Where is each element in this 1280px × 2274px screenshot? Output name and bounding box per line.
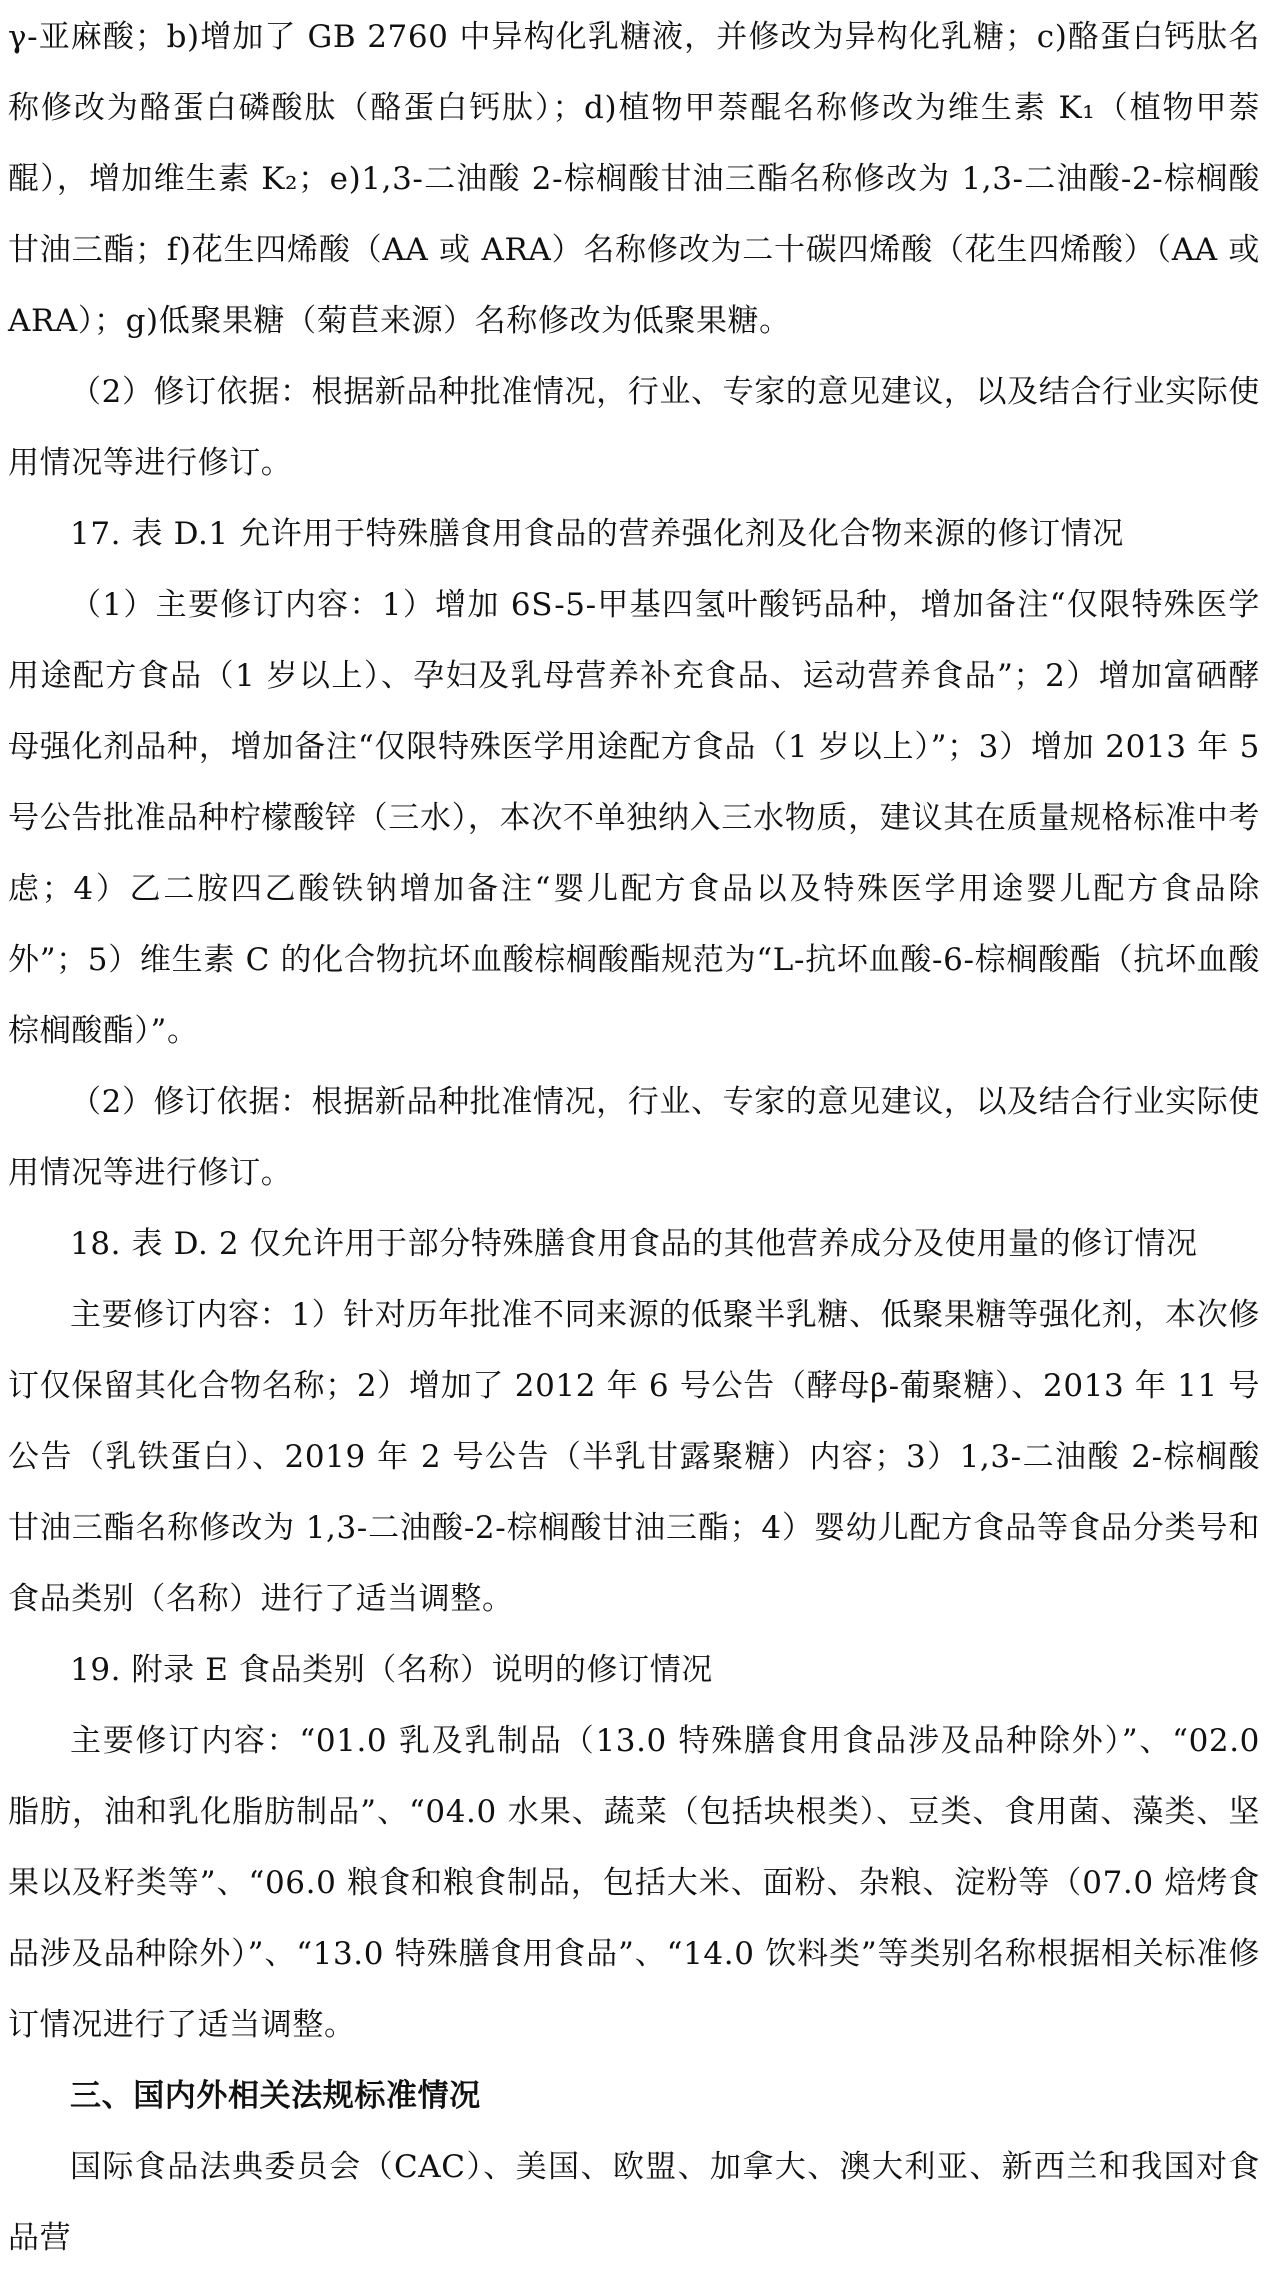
- section-heading-3: 三、国内外相关法规标准情况: [70, 2078, 481, 2114]
- paragraph-main-revisions-19: 主要修订内容：“01.0 乳及乳制品（13.0 特殊膳食用食品涉及品种除外）”、“02.0 脂肪，油和乳化脂肪制品”、“04.0 水果、蔬菜（包括块根类）、豆类、食用菌、藻类、坚果以及籽类等”、“06.0 粮食和粮食制品，包括大米、面粉、杂粮、淀粉等（07.0 焙烤食品涉及品种除外）”、“13.0 特殊膳食用食品”、“14.0 饮料类”等类别名称根据相关标准修订情况进行了适当调整。: [8, 1723, 1260, 2043]
- paragraph-main-revisions-17: （1）主要修订内容：1）增加 6S-5-甲基四氢叶酸钙品种，增加备注“仅限特殊医学用途配方食品（1 岁以上）、孕妇及乳母营养补充食品、运动营养食品”；2）增加富硒酵母强化剂品种，增加备注“仅限特殊医学用途配方食品（1 岁以上）”；3）增加 2013 年 5 号公告批准品种柠檬酸锌（三水），本次不单独纳入三水物质，建议其在质量规格标准中考虑；4）乙二胺四乙酸铁钠增加备注“婴儿配方食品以及特殊医学用途婴儿配方食品除外”；5）维生素 C 的化合物抗坏血酸棕榈酸酯规范为“L-抗坏血酸-6-棕榈酸酯（抗坏血酸棕榈酸酯）”。: [8, 587, 1260, 1049]
- heading-item-19: 19. 附录 E 食品类别（名称）说明的修订情况: [70, 1652, 713, 1688]
- heading-item-18: 18. 表 D. 2 仅允许用于部分特殊膳食用食品的其他营养成分及使用量的修订情况: [70, 1226, 1198, 1262]
- paragraph-continued: γ-亚麻酸；b)增加了 GB 2760 中异构化乳糖液，并修改为异构化乳糖；c)酪蛋白钙肽名称修改为酪蛋白磷酸肽（酪蛋白钙肽）；d)植物甲萘醌名称修改为维生素 K₁（植物甲萘醌），增加维生素 K₂；e)1,3-二油酸 2-棕榈酸甘油三酯名称修改为 1,3-二油酸-2-棕榈酸甘油三酯；f)花生四烯酸（AA 或 ARA）名称修改为二十碳四烯酸（花生四烯酸）（AA 或 ARA）；g)低聚果糖（菊苣来源）名称修改为低聚果糖。: [8, 19, 1260, 339]
- heading-item-17: 17. 表 D.1 允许用于特殊膳食用食品的营养强化剂及化合物来源的修订情况: [70, 516, 1124, 552]
- paragraph-revision-basis-17: （2）修订依据：根据新品种批准情况，行业、专家的意见建议，以及结合行业实际使用情况等进行修订。: [8, 1084, 1260, 1191]
- paragraph-international-standards: 国际食品法典委员会（CAC）、美国、欧盟、加拿大、澳大利亚、新西兰和我国对食品营: [8, 2149, 1260, 2256]
- paragraph-revision-basis: （2）修订依据：根据新品种批准情况，行业、专家的意见建议，以及结合行业实际使用情况等进行修订。: [8, 374, 1260, 481]
- paragraph-main-revisions-18: 主要修订内容：1）针对历年批准不同来源的低聚半乳糖、低聚果糖等强化剂，本次修订仅保留其化合物名称；2）增加了 2012 年 6 号公告（酵母β-葡聚糖）、2013 年 11 号公告（乳铁蛋白）、2019 年 2 号公告（半乳甘露聚糖）内容；3）1,3-二油酸 2-棕榈酸甘油三酯名称修改为 1,3-二油酸-2-棕榈酸甘油三酯；4）婴幼儿配方食品等食品分类号和食品类别（名称）进行了适当调整。: [8, 1297, 1260, 1617]
